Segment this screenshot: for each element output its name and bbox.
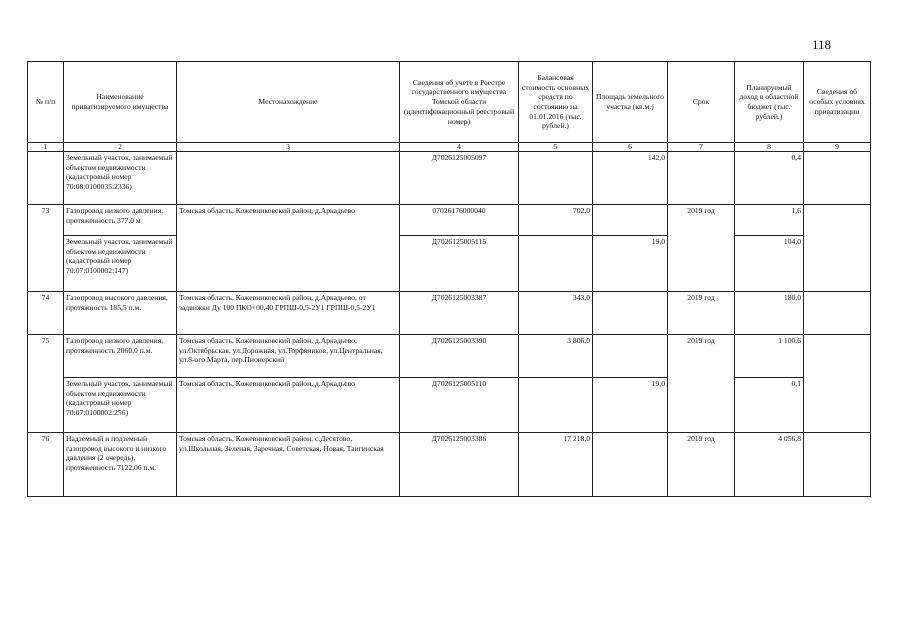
property-name: Земельный участок, занимаемый объектом недвижимости (кадастровый номер 70:08:0100035:2336) xyxy=(64,152,177,205)
land-area: 19,0 xyxy=(593,236,668,292)
row-number: 76 xyxy=(28,433,64,497)
property-name: Земельный участок, занимаемый объектом недвижимости (кадастровый номер 70:07:0100002:256) xyxy=(64,378,177,433)
balance-cost xyxy=(519,378,593,433)
property-location: Томская область, Кожевниковский район, д.Аркадьево xyxy=(177,205,400,292)
header-num: № п/п xyxy=(28,62,64,143)
balance-cost xyxy=(519,152,593,205)
special-conditions xyxy=(804,205,871,292)
table-row xyxy=(28,152,871,205)
column-number: 8 xyxy=(735,143,804,152)
header-conditions: Сведения об особых условиях приватизации xyxy=(804,62,871,143)
registry-number: Д7026125005097 xyxy=(400,152,519,205)
table-row xyxy=(28,335,871,378)
row-number: 73 xyxy=(28,205,64,292)
balance-cost: 702,0 xyxy=(519,205,593,236)
privatization-table xyxy=(27,61,871,497)
property-location: Томская область, Кожевниковский район, д.Аркадьево xyxy=(177,378,400,433)
special-conditions xyxy=(804,433,871,497)
table-row xyxy=(28,205,871,236)
property-location xyxy=(177,152,400,205)
table-row xyxy=(28,292,871,335)
term: 2019 год xyxy=(668,205,735,292)
header-income: Планируемый доход в областной бюджет (тыс. рублей.) xyxy=(735,62,804,143)
registry-number: Д7026125003386 xyxy=(400,433,519,497)
column-number: 7 xyxy=(668,143,735,152)
property-name: Надземный и подземный газопровод высокого и низкого давления (2 очередь), протяженность 7122,06 п.м. xyxy=(64,433,177,497)
term xyxy=(668,152,735,205)
term: 2019 год xyxy=(668,433,735,497)
special-conditions xyxy=(804,335,871,433)
column-number: 9 xyxy=(804,143,871,152)
planned-income: 104,0 xyxy=(735,236,804,292)
registry-number: 07026176000040 xyxy=(400,205,519,236)
balance-cost xyxy=(519,236,593,292)
property-location: Томская область, Кожевниковский район, д.Аркадьево, ул.Октябрьская, ул.Дорожная, ул.Торфяников, ул.Центральная, ул.8-ого Марта, пер.Пионерский xyxy=(177,335,400,378)
planned-income: 0,4 xyxy=(735,152,804,205)
property-name: Газопровод высокого давления, протяжность 185,5 п.м. xyxy=(64,292,177,335)
property-location: Томская область, Кожевниковский район, д.Аркадьево, от задвижки Ду 100 ПКО+00,40 ГРПШ-0,5-2У1 ГРПШ-0,5-2У1 xyxy=(177,292,400,335)
planned-income: 180,0 xyxy=(735,292,804,335)
planned-income: 1,6 xyxy=(735,205,804,236)
row-number: 74 xyxy=(28,292,64,335)
row-number: 75 xyxy=(28,335,64,433)
table-row xyxy=(28,433,871,497)
registry-number: Д7026125005115 xyxy=(400,236,519,292)
column-numbers-row xyxy=(28,143,871,152)
header-row xyxy=(28,62,871,143)
balance-cost: 343,0 xyxy=(519,292,593,335)
row-number xyxy=(28,152,64,205)
property-location: Томская область, Кожевниковский район, с.Десятово, ул.Школьная, Зеленая, Заречная, Советская, Новая, Таигинская xyxy=(177,433,400,497)
column-number: 4 xyxy=(400,143,519,152)
column-number: 5 xyxy=(519,143,593,152)
column-number: 6 xyxy=(593,143,668,152)
planned-income: 1 100,6 xyxy=(735,335,804,378)
balance-cost: 3 806,0 xyxy=(519,335,593,378)
land-area xyxy=(593,335,668,378)
header-name: Наименование приватизируемого имущества xyxy=(64,62,177,143)
property-name: Газопровод низкого давления, протяженность 2060,0 п.м. xyxy=(64,335,177,378)
land-area xyxy=(593,433,668,497)
column-number: 3 xyxy=(177,143,400,152)
header-term: Срок xyxy=(668,62,735,143)
registry-number: Д7026125005110 xyxy=(400,378,519,433)
special-conditions xyxy=(804,152,871,205)
header-area: Площадь земельного участка (кв.м.) xyxy=(593,62,668,143)
registry-number: Д7026125003387 xyxy=(400,292,519,335)
property-name: Газопровод низкого давления, протяженность 377,0 м xyxy=(64,205,177,236)
planned-income: 4 056,8 xyxy=(735,433,804,497)
term: 2019 год xyxy=(668,292,735,335)
planned-income: 0,1 xyxy=(735,378,804,433)
land-area: 142,0 xyxy=(593,152,668,205)
registry-number: Д7026125003390 xyxy=(400,335,519,378)
page-number: 118 xyxy=(812,37,832,52)
column-number: 2 xyxy=(64,143,177,152)
header-registry: Сведения об учете в Реестре государственного имущества Томской области (идентификационный реестровый номер) xyxy=(400,62,519,143)
header-cost: Балансовая стоимость основных средств по состоянию на 01.01.2016 (тыс. рублей.) xyxy=(519,62,593,143)
column-number: 1 xyxy=(28,143,64,152)
special-conditions xyxy=(804,292,871,335)
land-area xyxy=(593,292,668,335)
term: 2019 год xyxy=(668,335,735,433)
header-location: Местонахождение xyxy=(177,62,400,143)
balance-cost: 17 218,0 xyxy=(519,433,593,497)
table-row xyxy=(28,378,871,433)
table-row xyxy=(28,236,871,292)
land-area: 19,0 xyxy=(593,378,668,433)
land-area xyxy=(593,205,668,236)
property-name: Земельный участок, занимаемый объектом недвижимости (кадастровый номер 70:07:0100002:147) xyxy=(64,236,177,292)
